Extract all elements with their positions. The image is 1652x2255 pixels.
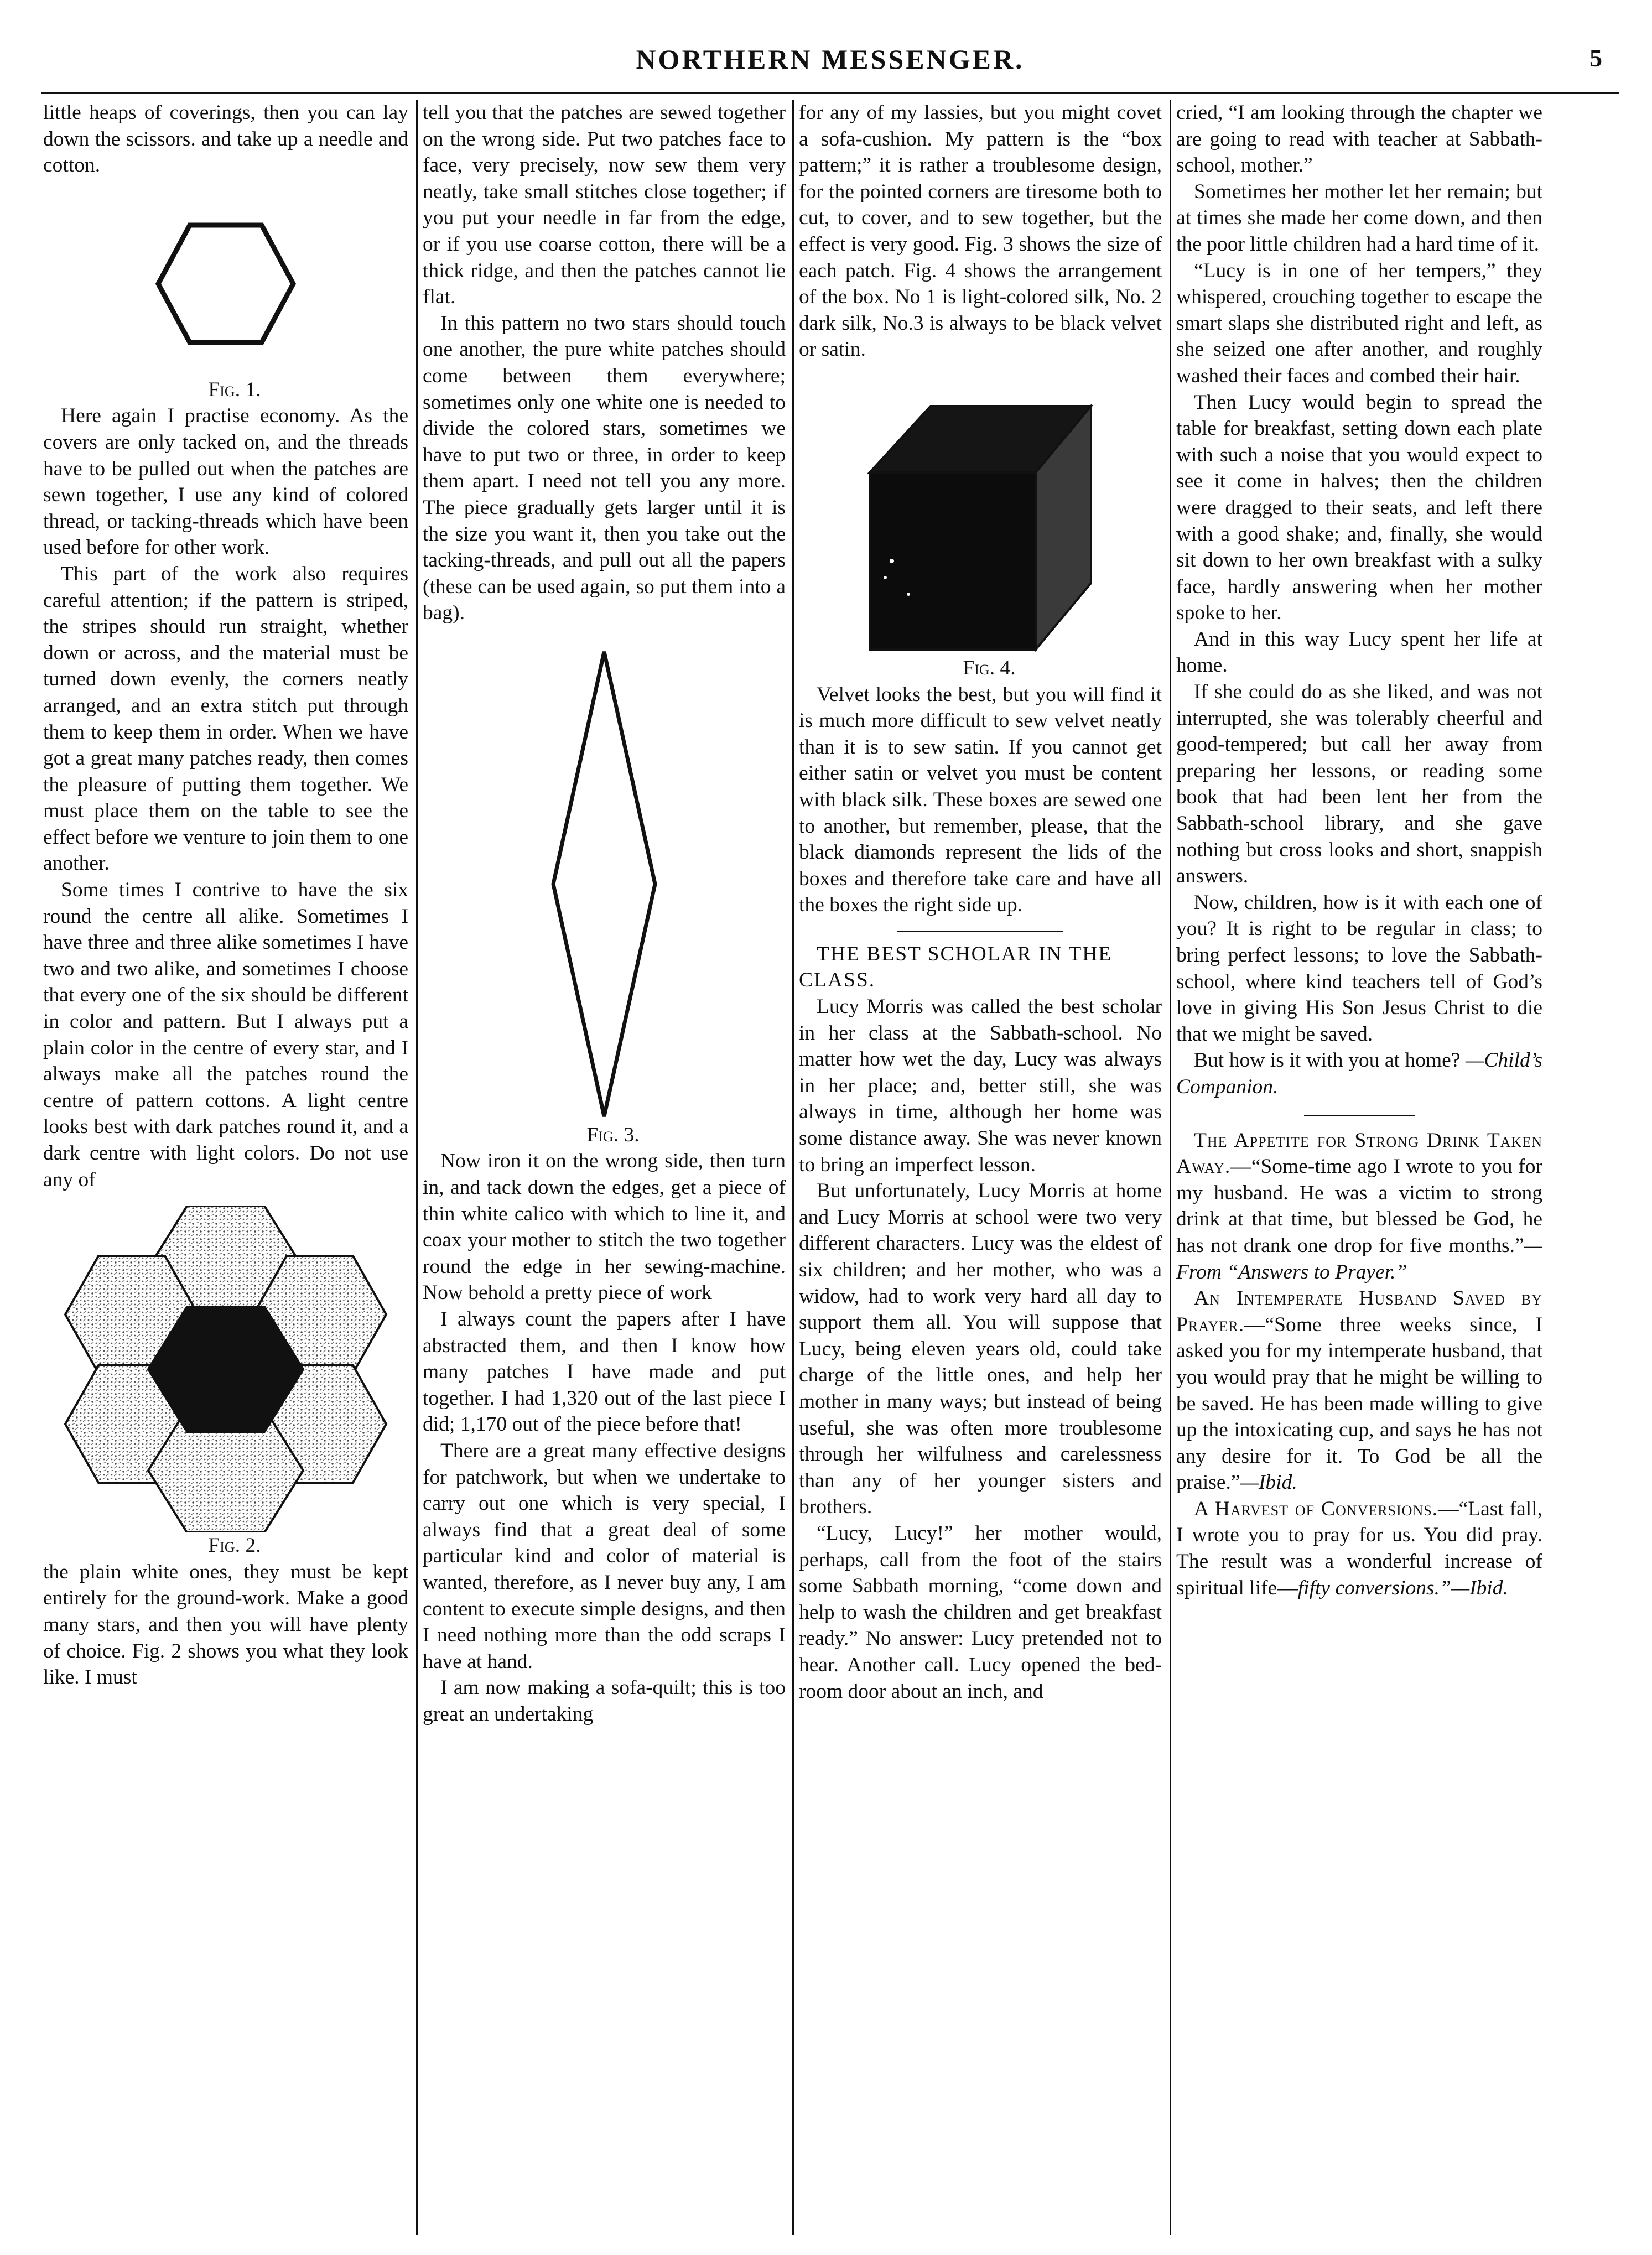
italic-text: fifty conversions. — [1297, 1576, 1440, 1599]
item-heading: The Appetite for Strong Drink Taken Away. — [1176, 1129, 1542, 1178]
article-heading: THE BEST SCHOLAR IN THE CLASS. — [799, 942, 1113, 992]
paragraph: And in this way Lucy spent her life at home. — [1176, 627, 1542, 677]
header-rule — [41, 92, 1619, 94]
diamond-figure — [549, 646, 659, 1122]
masthead — [41, 43, 1619, 93]
figure-caption: Fig. 2. — [208, 1534, 261, 1557]
column-rule — [1170, 100, 1171, 2235]
paragraph: I always count the papers after I have abstracted them, and then I know how many patches I have made and put together. I had 1,320 out of the last piece I did; 1,170 out of the piece before that! — [423, 1308, 786, 1436]
paragraph: Some times I contrive to have the six round the centre all alike. Sometimes I have three and three alike sometimes I have two and two alike, and sometimes I choose that every one of the six should be different in color and pattern. But I always put a plain color in the centre of every star, and I always make all the patches round the centre of pattern cottons. A light centre looks best with dark patches round it, and a dark centre with light colors. Do not use any of — [43, 879, 408, 1191]
paragraph: But unfortunately, Lucy Morris at home and Lucy Morris at school were two very different characters. Lucy was the eldest of six children; and her mother, who was a widow, had to work very hard all day to support them all. You will suppose that Lucy, being eleven years old, could take charge of the little ones, and help her mother in many ways; but instead of being useful, she was often more troublesome through her wilfulness and carelessness than any of her younger sisters and brothers. — [799, 1180, 1162, 1519]
paragraph: Lucy Morris was called the best scholar in her class at the Sabbath-school. No matter how wet the day, Lucy was always in her place; and, better still, she was always in time, although her home was some distance away. She was never known to bring an imperfect lesson. — [799, 995, 1162, 1176]
paragraph — [1176, 1128, 1542, 1286]
paragraph: Now iron it on the wrong side, then turn in, and tack down the edges, get a piece of thin white calico with which to line it, and coax your mother to stitch the two together round the edge in her sewing-machine. Now behold a pretty piece of work — [423, 1150, 786, 1305]
paragraph-text: —“Last fall, I wrote you to pray for us. You did pray. The result was a wonderful increase of spiritual life— — [1176, 1497, 1542, 1599]
paragraph-text: —“Some three weeks since, I asked you for my intemperate husband, that you would pray that he might be willing to be saved. He has been made willing to give up the intoxicating cup, and says he has not any desire for it. To God be all the praise.” — [1176, 1313, 1542, 1494]
hexagon-figure — [154, 217, 298, 350]
paragraph: little heaps of coverings, then you can lay down the scissors. and take up a needle and cotton. — [43, 101, 408, 177]
figure-caption: Fig. 4. — [963, 656, 1016, 679]
column-rule — [792, 100, 794, 2235]
paragraph: “Lucy, Lucy!” her mother would, perhaps, call from the foot of the stairs some Sabbath morning, “come down and help to wash the children and get breakfast ready.” No answer: Lucy pretended not to hear. Another call. Lucy opened the bed-room door about an inch, and — [799, 1521, 1162, 1703]
paragraph: Now, children, how is it with each one of you? It is right to be regular in class; to bring perfect lessons; to love the Sabbath-school, where kind teachers tell of God’s love in giving His Son Jesus Christ to die that we might be saved. — [1176, 891, 1542, 1046]
source-citation: —Ibid. — [1240, 1471, 1297, 1494]
paragraph-text: But how is it with you at home? — [1194, 1049, 1461, 1072]
item-heading: An Intemperate Husband Saved by Prayer. — [1176, 1287, 1542, 1336]
paragraph: If she could do as she liked, and was not interrupted, she was tolerably cheerful and good-tempered; but call her away from preparing her lessons, or reading some book that had been lent her from the Sabbath-school library, and she gave nothing but cross looks and short, snappish answers. — [1176, 680, 1542, 888]
column-1 — [43, 100, 408, 2235]
source-citation: —Child’s Companion. — [1176, 1049, 1542, 1098]
column-4 — [1176, 100, 1542, 2235]
page-number: 5 — [1589, 44, 1602, 72]
separator — [1304, 1115, 1415, 1116]
paragraph — [1176, 1496, 1542, 1601]
paragraph: This part of the work also requires careful attention; if the pattern is striped, the stripes should run straight, whether down or across, and the material must be turned down evenly, the corners neatly arranged, and an extra stitch put through them to keep them in order. When we have got a great many patches ready, then comes the pleasure of putting them together. We must place them on the table to see the effect before we venture to join them to one another. — [43, 562, 408, 875]
paragraph: Then Lucy would begin to spread the table for breakfast, setting down each plate with such a noise that you would expect to see it come in halves; then the children were dragged to their seats, and left there with a good shake; and, finally, she would sit down to her own breakfast with a sulky face, hardly answering when her mother spoke to her. — [1176, 391, 1542, 625]
column-3 — [799, 100, 1162, 2235]
paragraph: Velvet looks the best, but you will find it is much more difficult to sew velvet neatly than it is to sew satin. If you cannot get either satin or velvet you must be content with black silk. These boxes are sewed one to another, but remember, please, that the black diamonds represent the lids of the boxes and therefore take care and have all the boxes the right side up. — [799, 683, 1162, 917]
box-pattern-figure — [859, 395, 1102, 655]
item-heading: A Harvest of Conversions. — [1194, 1497, 1438, 1520]
separator — [897, 931, 1063, 932]
paragraph: There are a great many effective designs for patchwork, but when we undertake to carry out one which is very special, I always find that a great deal of some particular kind and color of material is wanted, therefore, as I never buy any, I am content to execute simple designs, and then I need nothing more than the odd scraps I have at hand. — [423, 1440, 786, 1673]
paragraph: “Lucy is in one of her tempers,” they whispered, crouching together to escape the smart slaps she distributed right and left, as she seized one after another, and roughly washed their faces and combed their hair. — [1176, 259, 1542, 387]
source-citation: ”—Ibid. — [1439, 1576, 1508, 1599]
column-rule — [416, 100, 418, 2235]
figure-caption: Fig. 3. — [586, 1123, 640, 1146]
paragraph: for any of my lassies, but you might covet a sofa-cushion. My pattern is the “box pattern;” it is rather a troublesome design, for the pointed corners are tiresome both to cut, to cover, and to sew together, but the effect is very good. Fig. 3 shows the size of each patch. Fig. 4 shows the arrangement of the box. No 1 is light-colored silk, No. 2 dark silk, No.3 is always to be black velvet or satin. — [799, 101, 1162, 361]
column-2 — [423, 100, 786, 2235]
paragraph: In this pattern no two stars should touch one another, the pure white patches should come between them everywhere; sometimes only one white one is needed to divide the colored stars, sometimes we have to put two or three, in order to keep them apart. I need not tell you any more. The piece gradually gets larger until it is the size you want it, then you take out the tacking-threads, and pull out all the papers (these can be used again, so put them into a bag). — [423, 311, 786, 625]
figure-caption: Fig. 1. — [208, 378, 261, 401]
paragraph: Sometimes her mother let her remain; but at times she made her come down, and then the poor little children had a hard time of it. — [1176, 180, 1542, 256]
hexagon-star-figure — [60, 1206, 392, 1532]
paragraph: the plain white ones, they must be kept entirely for the ground-work. Make a good many stars, and then you will have plenty of choice. Fig. 2 shows you what they look like. I must — [43, 1560, 408, 1689]
paragraph: I am now making a sofa-quilt; this is too great an undertaking — [423, 1676, 786, 1726]
paragraph — [1176, 1285, 1542, 1496]
paragraph: tell you that the patches are sewed together on the wrong side. Put two patches face to face, very precisely, now sew them very neatly, take small stitches close together; if you put your needle in far from the edge, or if you use coarse cotton, there will be a thick ridge, and then the patches cannot lie flat. — [423, 101, 786, 309]
source-citation: —From “Answers to Prayer.” — [1176, 1234, 1542, 1284]
paragraph-text: —“Some-time ago I wrote to you for my husband. He was a victim to strong drink at that time, but blessed be God, he has not drank one drop for five months.” — [1176, 1155, 1542, 1257]
paragraph: cried, “I am looking through the chapter we are going to read with teacher at Sabbath-school, mother.” — [1176, 101, 1542, 177]
newspaper-title: NORTHERN MESSENGER. — [636, 44, 1025, 75]
paragraph — [1176, 1047, 1542, 1100]
paragraph: Here again I practise economy. As the covers are only tacked on, and the threads have to be pulled out when the patches are sewn together, I use any kind of colored thread, or tacking-threads which have been used before for other work. — [43, 404, 408, 559]
